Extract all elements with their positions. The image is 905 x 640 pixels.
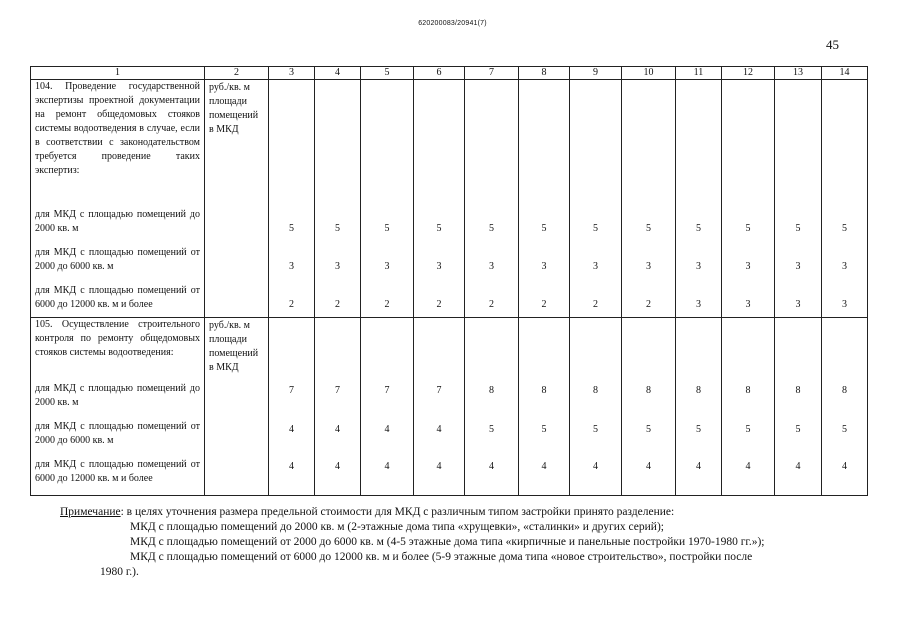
col-header: 6 bbox=[414, 67, 465, 80]
value: 5 bbox=[593, 223, 598, 234]
value: 5 bbox=[646, 424, 651, 435]
value: 5 bbox=[745, 223, 751, 234]
value: 7 bbox=[384, 385, 390, 396]
note bbox=[60, 505, 860, 580]
value: 3 bbox=[795, 299, 801, 310]
value: 4 bbox=[696, 461, 701, 472]
value-cell bbox=[676, 80, 722, 318]
value: 5 bbox=[593, 424, 598, 435]
value: 2 bbox=[335, 299, 340, 310]
value: 3 bbox=[745, 299, 751, 310]
value-cell bbox=[315, 318, 361, 496]
value-cell bbox=[519, 318, 570, 496]
value: 3 bbox=[745, 261, 751, 272]
col-header: 12 bbox=[722, 67, 775, 80]
section-label-cell bbox=[31, 318, 205, 496]
value: 7 bbox=[289, 385, 294, 396]
col-header: 7 bbox=[465, 67, 519, 80]
col-header: 11 bbox=[676, 67, 722, 80]
value: 4 bbox=[842, 461, 847, 472]
value-cell bbox=[465, 80, 519, 318]
value-cell bbox=[269, 318, 315, 496]
unit-label: руб./кв. м площади помещений в МКД bbox=[209, 82, 259, 135]
note-line-1: МКД с площадью помещений до 2000 кв. м (2-этажные дома типа «хрущевки», «сталинки» и других серий); bbox=[130, 521, 664, 533]
document-id: 620200083/20941(7) bbox=[418, 20, 487, 27]
value: 3 bbox=[593, 261, 598, 272]
row-label: для МКД с площадью помещений до 2000 кв. м bbox=[35, 209, 200, 234]
value: 8 bbox=[593, 385, 598, 396]
row-label: для МКД с площадью помещений от 2000 до 6000 кв. м bbox=[35, 421, 200, 446]
value: 7 bbox=[335, 385, 340, 396]
value: 5 bbox=[795, 223, 801, 234]
value: 5 bbox=[436, 223, 442, 234]
value-cell bbox=[414, 318, 465, 496]
value-cell bbox=[775, 318, 822, 496]
value-cell bbox=[676, 318, 722, 496]
value-cell bbox=[315, 80, 361, 318]
value-cell bbox=[822, 318, 868, 496]
note-intro: : в целях уточнения размера предельной стоимости для МКД с различным типом застройки принято разделение: bbox=[120, 506, 675, 518]
section-label-cell bbox=[31, 80, 205, 318]
value-cell bbox=[622, 318, 676, 496]
value: 8 bbox=[745, 385, 751, 396]
note-line-3: МКД с площадью помещений от 6000 до 12000 кв. м и более (5-9 этажные дома типа «новое строительство», постройки после bbox=[130, 551, 753, 563]
value: 2 bbox=[489, 299, 494, 310]
value: 5 bbox=[384, 223, 390, 234]
value: 5 bbox=[289, 223, 294, 234]
value: 3 bbox=[436, 261, 442, 272]
value-cell bbox=[622, 80, 676, 318]
value: 4 bbox=[745, 461, 751, 472]
value: 5 bbox=[541, 223, 547, 234]
tariff-table bbox=[30, 66, 868, 496]
value: 3 bbox=[489, 261, 494, 272]
value: 8 bbox=[489, 385, 494, 396]
value: 3 bbox=[696, 261, 701, 272]
note-line-3-cont: 1980 г.). bbox=[100, 566, 139, 578]
value: 2 bbox=[646, 299, 651, 310]
value: 8 bbox=[541, 385, 547, 396]
unit-cell bbox=[205, 80, 269, 318]
value: 4 bbox=[593, 461, 598, 472]
value: 4 bbox=[384, 461, 390, 472]
value: 5 bbox=[842, 223, 847, 234]
value: 8 bbox=[696, 385, 701, 396]
value: 4 bbox=[795, 461, 801, 472]
value-cell bbox=[822, 80, 868, 318]
value: 7 bbox=[436, 385, 442, 396]
value: 3 bbox=[842, 261, 847, 272]
value: 2 bbox=[541, 299, 547, 310]
value: 3 bbox=[842, 299, 847, 310]
value: 4 bbox=[289, 461, 294, 472]
col-header: 1 bbox=[31, 67, 205, 80]
value: 4 bbox=[489, 461, 494, 472]
unit-cell bbox=[205, 318, 269, 496]
value: 3 bbox=[646, 261, 651, 272]
note-label: Примечание bbox=[60, 506, 121, 518]
value-cell bbox=[570, 318, 622, 496]
section-title: 104. Проведение государственной экспертизы проектной документации на ремонт общедомовых стояков системы водоотведения в случае, если в соответствии с законодательством требуется проведение таких экспертиз: bbox=[35, 81, 200, 176]
value: 8 bbox=[646, 385, 651, 396]
row-label: для МКД с площадью помещений до 2000 кв. м bbox=[35, 383, 200, 408]
value: 5 bbox=[335, 223, 340, 234]
value: 5 bbox=[795, 424, 801, 435]
value-cell bbox=[519, 80, 570, 318]
value: 5 bbox=[842, 424, 847, 435]
value-cell bbox=[722, 318, 775, 496]
value: 4 bbox=[335, 461, 340, 472]
value: 2 bbox=[436, 299, 442, 310]
value: 4 bbox=[436, 461, 442, 472]
value: 2 bbox=[593, 299, 598, 310]
value-cell bbox=[269, 80, 315, 318]
header-row bbox=[31, 67, 868, 80]
value: 5 bbox=[489, 223, 494, 234]
col-header: 10 bbox=[622, 67, 676, 80]
value: 5 bbox=[541, 424, 547, 435]
value-cell bbox=[722, 80, 775, 318]
value: 3 bbox=[795, 261, 801, 272]
value: 3 bbox=[289, 261, 294, 272]
value-cell bbox=[361, 80, 414, 318]
value: 4 bbox=[646, 461, 651, 472]
value: 5 bbox=[696, 223, 701, 234]
value-cell bbox=[361, 318, 414, 496]
col-header: 14 bbox=[822, 67, 868, 80]
value-cell bbox=[414, 80, 465, 318]
value: 8 bbox=[842, 385, 847, 396]
note-line-2: МКД с площадью помещений от 2000 до 6000 кв. м (4-5 этажные дома типа «кирпичные и панельные постройки 1970-1980 гг.»); bbox=[130, 536, 765, 548]
value: 8 bbox=[795, 385, 801, 396]
col-header: 13 bbox=[775, 67, 822, 80]
value: 4 bbox=[541, 461, 547, 472]
value: 2 bbox=[384, 299, 390, 310]
value: 3 bbox=[541, 261, 547, 272]
unit-label: руб./кв. м площади помещений в МКД bbox=[209, 320, 259, 373]
section-row bbox=[31, 80, 868, 318]
col-header: 4 bbox=[315, 67, 361, 80]
value: 4 bbox=[335, 424, 340, 435]
value-cell bbox=[465, 318, 519, 496]
row-label: для МКД с площадью помещений от 6000 до 12000 кв. м и более bbox=[35, 285, 200, 310]
col-header: 9 bbox=[570, 67, 622, 80]
page-number: 45 bbox=[826, 37, 839, 52]
value: 5 bbox=[489, 424, 494, 435]
value: 2 bbox=[289, 299, 294, 310]
value: 4 bbox=[384, 424, 390, 435]
col-header: 3 bbox=[269, 67, 315, 80]
value-cell bbox=[570, 80, 622, 318]
row-label: для МКД с площадью помещений от 6000 до 12000 кв. м и более bbox=[35, 459, 200, 484]
value: 3 bbox=[696, 299, 701, 310]
section-title: 105. Осуществление строительного контроля по ремонту общедомовых стояков системы водоотведения: bbox=[35, 319, 200, 358]
value: 4 bbox=[436, 424, 442, 435]
value: 3 bbox=[384, 261, 390, 272]
col-header: 2 bbox=[205, 67, 269, 80]
value-cell bbox=[775, 80, 822, 318]
value: 5 bbox=[646, 223, 651, 234]
section-row bbox=[31, 318, 868, 496]
value: 4 bbox=[289, 424, 294, 435]
row-label: для МКД с площадью помещений от 2000 до 6000 кв. м bbox=[35, 247, 200, 272]
col-header: 5 bbox=[361, 67, 414, 80]
value: 3 bbox=[335, 261, 340, 272]
value: 5 bbox=[696, 424, 701, 435]
col-header: 8 bbox=[519, 67, 570, 80]
value: 5 bbox=[745, 424, 751, 435]
